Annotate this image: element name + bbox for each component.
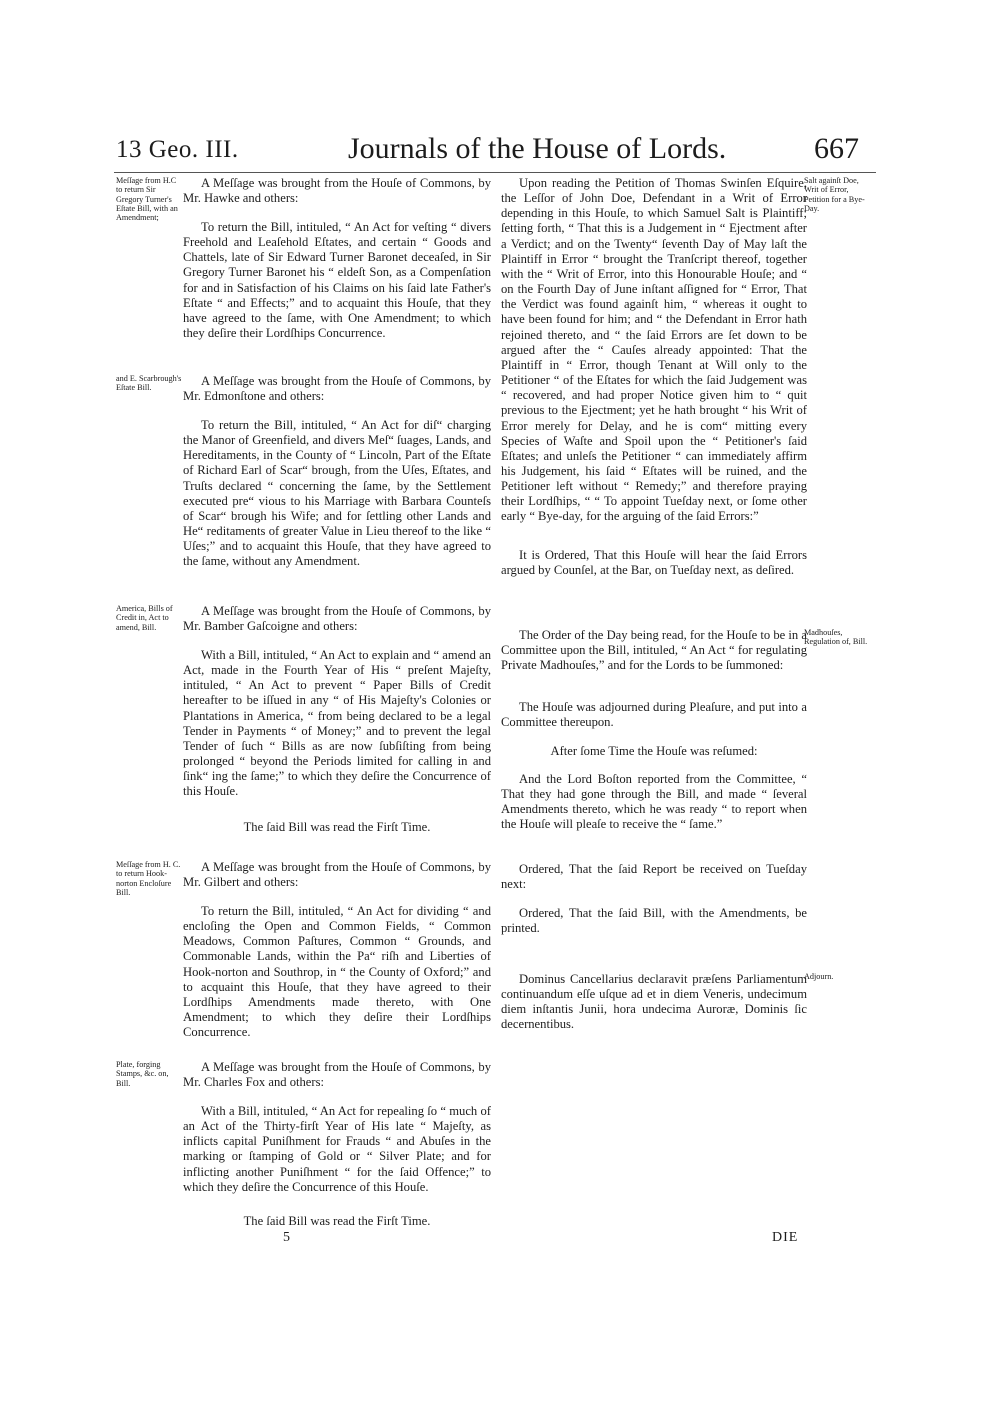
margin-note-america: America, Bills of Credit in, Act to amend, Bill.	[116, 604, 173, 632]
page-number: 667	[814, 132, 859, 165]
message-hooknorton-intro	[183, 860, 491, 890]
header-rule	[114, 172, 876, 173]
margin-note-scarbrough: and E. Scarbrough's Eſtate Bill.	[116, 374, 182, 393]
paragraph: Dominus Cancellarius declaravit præſens Parliamentum continuandum eſſe uſque ad et in diem Veneris, undecimum diem inſtantis Junii, hora undecima Auroræ, Dominis ſic decernentibus.	[501, 972, 807, 1032]
message-america-intro	[183, 604, 491, 634]
message-plate-intro	[183, 1060, 491, 1090]
order-report	[501, 862, 807, 892]
regnal-year: 13 Geo. III.	[116, 136, 239, 163]
margin-note-plate: Plate, forging Stamps, &c. on, Bill.	[116, 1060, 169, 1088]
house-resumed	[501, 744, 807, 759]
paragraph: To return the Bill, intituled, “ An Act for veſting “ divers Freehold and Leaſehold Eſtates, and certain “ Goods and Chattels, late of Sir Edward Turner Baronet deceaſed, in Sir Gregory Turner Baronet his “ eldeſt Son, as a Compenſation for and in Satisfaction of his Claims on his ſaid late Father's Eſtate “ and Effects;” and to acquaint this Houſe, that they have agreed to the ſame, with One Amendment; to which they deſire their Lordſhips Concurrence.	[183, 220, 491, 341]
signature-mark: 5	[283, 1230, 290, 1245]
order-print	[501, 906, 807, 936]
message-turner-intro	[183, 176, 491, 206]
order-hear-errors	[501, 548, 807, 578]
house-adjourned	[501, 700, 807, 730]
paragraph: With a Bill, intituled, “ An Act for repealing ſo “ much of an Act of the Thirty-firſt Year of His late “ Majeſty, as inflicts capital Puniſhment for Frauds “ and Abuſes in the marking or ſtamping of Gold or “ Silver Plate; and for inflicting another Puniſhment “ for the ſaid Offence;” to which they deſire the Concurrence of this Houſe.	[183, 1104, 491, 1194]
paragraph: After ſome Time the Houſe was reſumed:	[550, 744, 758, 758]
message-hooknorton-body	[183, 904, 491, 1040]
paragraph: A Meſſage was brought from the Houſe of Commons, by Mr. Gilbert and others:	[183, 860, 491, 890]
margin-note-salt-doe: Salt againſt Doe, Writ of Error, Petition for a Bye-Day.	[804, 176, 865, 213]
paragraph: With a Bill, intituled, “ An Act to explain and “ amend an Act, made in the Fourth Year of His “ preſent Majeſty, intituled, “ An Act to prevent “ Paper Bills of Credit hereafter to be iſſued in any “ of His Majeſty's Colonies or Plantations in America, “ from being declared to be a legal Tender in Payments “ of Money;” and to prevent the legal Tender of ſuch “ Bills as are now ſubſiſting from being prolonged “ beyond the Periods limited for calling in and ſink“ ing the ſame;” to which they deſire the Concurrence of this Houſe.	[183, 648, 491, 799]
margin-note-madhouses: Madhouſes, Regulation of, Bill.	[804, 628, 868, 647]
margin-note-adjourn: Adjourn.	[804, 972, 834, 981]
paragraph: To return the Bill, intituled, “ An Act for dividing “ and encloſing the Open and Common Fields, “ Common Meadows, Common Paſtures, Common “ Grounds, and Commonable Lands, within the Pa“ riſh and Liberties of Hook-norton and Southrop, in “ the County of Oxford;” and to acquaint this Houſe, that they have agreed to their Lordſhips Amendments made thereto, with One Amendment; to which they deſire their Lordſhips Concurrence.	[183, 904, 491, 1040]
order-of-day-madhouses	[501, 628, 807, 673]
first-reading-plate	[183, 1214, 491, 1229]
margin-note-hooknorton: Meſſage from H. C. to return Hook-norton Encloſure Bill.	[116, 860, 181, 897]
margin-note-turner: Meſſage from H.C to return Sir Gregory Turner's Eſtate Bill, with an Amendment;	[116, 176, 178, 223]
paragraph: Upon reading the Petition of Thomas Swinſen Eſquire, the Leſſor of John Doe, Defendant in a Writ of Error depending in this Houſe, to which Samuel Salt is Plaintiff; ſetting forth, “ That this is a Judgement in “ Ejectment after a Verdict; and on the Twenty“ ſeventh Day of May laſt the Plaintiff in Error “ brought the Tranſcript thereof, together with the “ Writ of Error, into this Honourable Houſe; and “ on the Fourth Day of June inſtant aſſigned for “ Error, That the Verdict was found againſt him, “ whereas it ought to have been found for him; and “ the Defendant in Error hath rejoined thereto, and “ the ſaid Errors are ſet down to be argued after the “ Cauſes already appointed: That the Plaintiff in “ Error, though Tenant at Will only to the Petitioner “ of the Eſtates for which the ſaid Judgement was “ recovered, and had proper Notice given him to “ quit previous to the Ejectment; yet he hath brought “ his Writ of Error merely for Delay, and he is com“ mitting every Species of Waſte and Spoil upon the “ Petitioner's ſaid Eſtates; and unleſs the Petitioner “ can immediately affirm his Judgement, his ſaid “ Eſtates will be ruined, and the Petitioner left without “ Remedy;” and therefore praying their Lordſhips, “ “ To appoint Tueſday next, or ſome other early “ Bye-day, for the arguing of the ſaid Errors:”	[501, 176, 807, 524]
message-america-body	[183, 648, 491, 800]
catchword: DIE	[772, 1230, 799, 1245]
page-title: Journals of the House of Lords.	[348, 132, 727, 165]
paragraph: Ordered, That the ſaid Bill, with the Amendments, be printed.	[501, 906, 807, 936]
paragraph: To return the Bill, intituled, “ An Act for diſ“ charging the Manor of Greenfield, and divers Meſ“ ſuages, Lands, and Hereditaments, in the County of “ Lincoln, Part of the Eſtate of Richard Earl of Scar“ brough, from the Uſes, Eſtates, and Truſts declared “ concerning the ſame, by the Settlement executed pre“ vious to his Marriage with Barbara Counteſs of Scar“ brough his Wife; and for ſettling other Lands and He“ reditaments of greater Value in Lieu thereof to the like “ Uſes;” and to acquaint this Houſe, that they have agreed to the ſame, without any Amendment.	[183, 418, 491, 569]
paragraph: It is Ordered, That this Houſe will hear the ſaid Errors argued by Counſel, at the Bar, on Tueſday next, as deſired.	[501, 548, 807, 578]
paragraph: Ordered, That the ſaid Report be received on Tueſday next:	[501, 862, 807, 892]
paragraph: A Meſſage was brought from the Houſe of Commons, by Mr. Hawke and others:	[183, 176, 491, 206]
paragraph: The ſaid Bill was read the Firſt Time.	[243, 1214, 431, 1228]
message-turner-body	[183, 220, 491, 341]
paragraph: A Meſſage was brought from the Houſe of Commons, by Mr. Charles Fox and others:	[183, 1060, 491, 1090]
message-scarbrough-body	[183, 418, 491, 570]
adjournment-latin	[501, 972, 807, 1033]
paragraph: A Meſſage was brought from the Houſe of Commons, by Mr. Bamber Gaſcoigne and others:	[183, 604, 491, 634]
message-plate-body	[183, 1104, 491, 1195]
first-reading-america	[183, 820, 491, 835]
paragraph: The Order of the Day being read, for the Houſe to be in a Committee upon the Bill, intituled, “ An Act “ for regulating Private Madhouſes,” and for the Lords to be ſummoned:	[501, 628, 807, 673]
petition-swinsen	[501, 176, 807, 525]
message-scarbrough-intro	[183, 374, 491, 404]
paragraph: The Houſe was adjourned during Pleaſure, and put into a Committee thereupon.	[501, 700, 807, 730]
paragraph: A Meſſage was brought from the Houſe of Commons, by Mr. Edmonſtone and others:	[183, 374, 491, 404]
report-boston	[501, 772, 807, 833]
paragraph: The ſaid Bill was read the Firſt Time.	[243, 820, 431, 834]
paragraph: And the Lord Boſton reported from the Committee, “ That they had gone through the Bill, and made “ ſeveral Amendments thereto, which he was ready “ to report when the Houſe will pleaſe to receive the “ ſame.”	[501, 772, 807, 832]
